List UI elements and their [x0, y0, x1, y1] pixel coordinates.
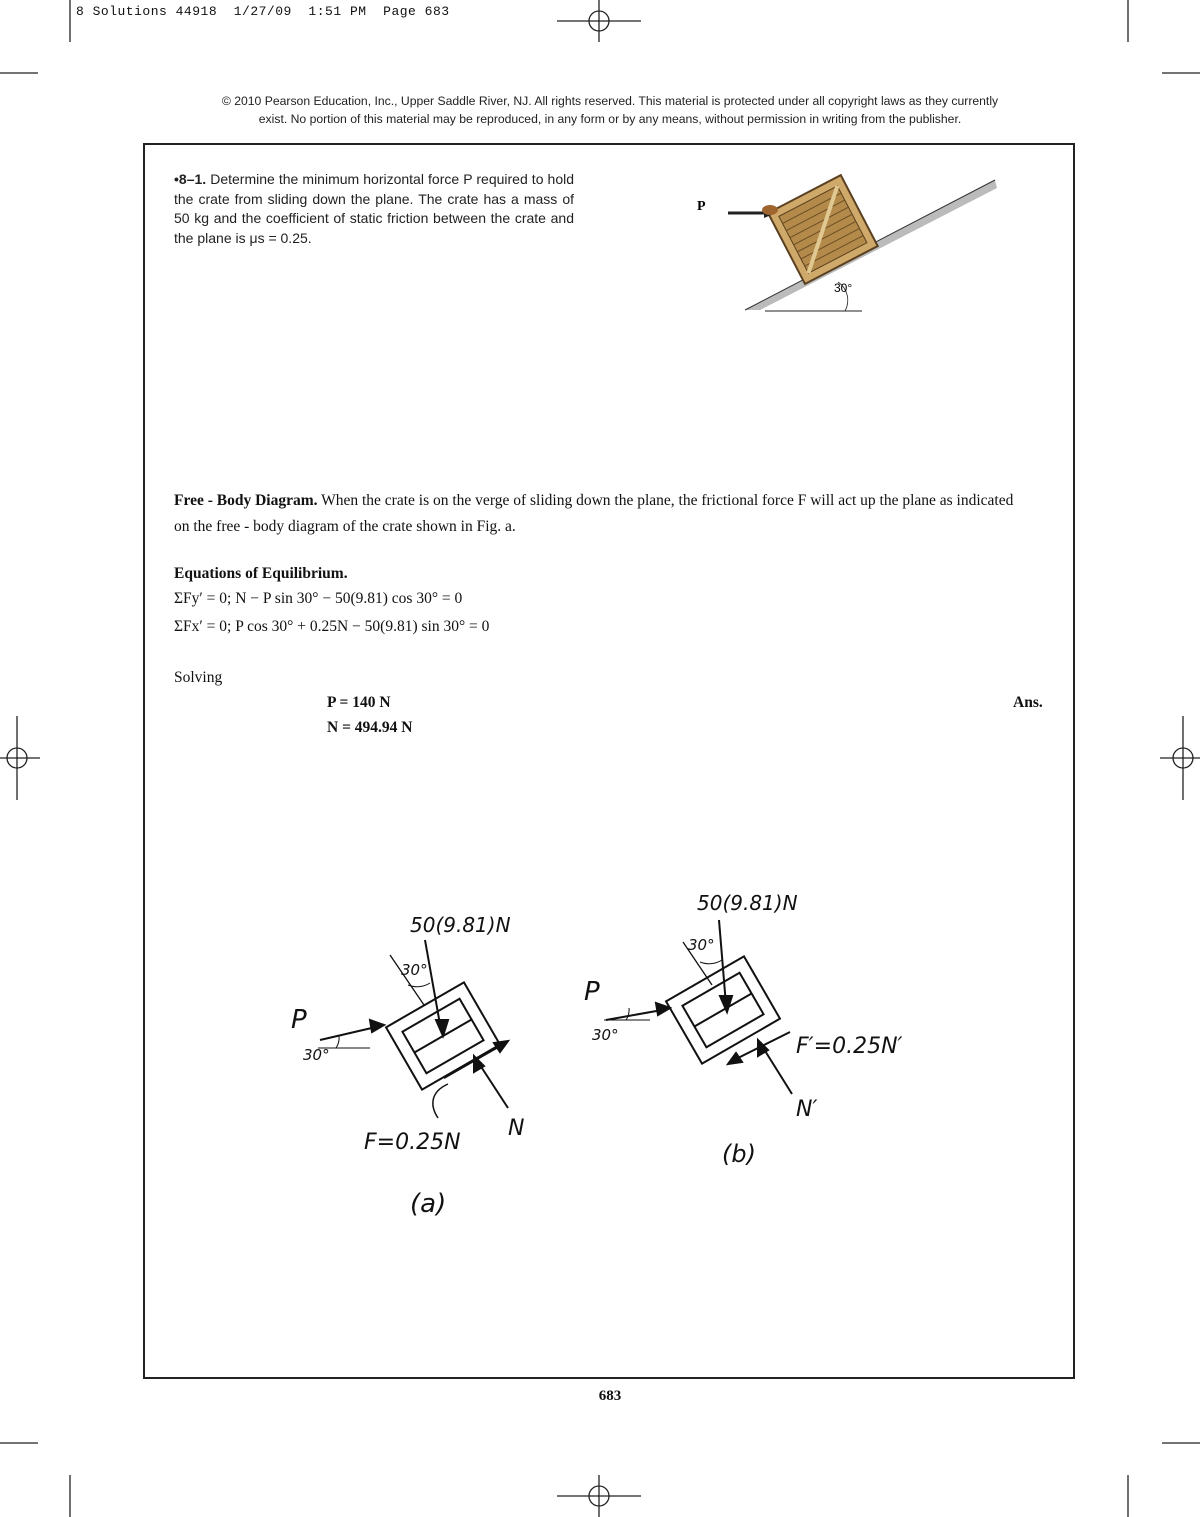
diagram-a-friction: F=0.25N — [364, 1130, 461, 1155]
result-p: P = 140 N — [327, 694, 391, 711]
copyright-line-1: © 2010 Pearson Education, Inc., Upper Saddle River, NJ. All rights reserved. This material is protected under all copyright laws as they currently — [221, 94, 999, 108]
print-slug: 8 Solutions 44918 1/27/09 1:51 PM Page 683 — [76, 4, 450, 19]
copyright-line-2: exist. No portion of this material may be reproduced, in any form or by any means, without permission in writing from the publisher. — [258, 112, 962, 126]
diagram-a-angle-top: 30° — [401, 961, 428, 979]
fbd-heading: Free - Body Diagram. — [174, 492, 318, 509]
diagram-b-weight: 50(9.81)N — [697, 891, 798, 915]
equation-y: ΣFy′ = 0; N − P sin 30° − 50(9.81) cos 30° = 0 — [174, 590, 463, 607]
answer-marker: Ans. — [1013, 694, 1043, 711]
diagram-a-angle-p: 30° — [303, 1046, 330, 1064]
problem-number: •8–1. — [174, 171, 207, 187]
diagram-b-normal: N′ — [796, 1097, 818, 1122]
fbd-text: When the crate is on the verge of sliding down the plane, the frictional force F will act up the plane as indicated on the free - body diagram of the crate shown in Fig. a. — [174, 492, 1014, 535]
result-n: N = 494.94 N — [327, 719, 413, 736]
equation-x: ΣFx′ = 0; P cos 30° + 0.25N − 50(9.81) sin 30° = 0 — [174, 618, 490, 635]
diagram-b-force-p: P — [584, 977, 600, 1007]
diagram-a-normal: N — [508, 1116, 525, 1141]
diagram-a-weight: 50(9.81)N — [410, 913, 511, 937]
problem-text: Determine the minimum horizontal force P required to hold the crate from sliding down the plane. The crate has a mass of 50 kg and the coefficient of static friction between the crate and the plane is μs = 0.25. — [174, 171, 575, 246]
solving-label: Solving — [174, 669, 223, 686]
equations-heading: Equations of Equilibrium. — [174, 565, 348, 582]
diagram-b-caption: (b) — [722, 1140, 756, 1168]
diagram-a-caption: (a) — [410, 1189, 447, 1219]
diagram-b-angle-p: 30° — [592, 1026, 619, 1044]
incline-angle-label: 30° — [834, 281, 853, 295]
diagram-b-angle-top: 30° — [688, 936, 715, 954]
diagram-a-force-p: P — [291, 1005, 307, 1035]
page-number: 683 — [598, 1388, 622, 1404]
force-p-label: P — [697, 199, 706, 214]
diagram-b-friction: F′=0.25N′ — [796, 1034, 903, 1059]
